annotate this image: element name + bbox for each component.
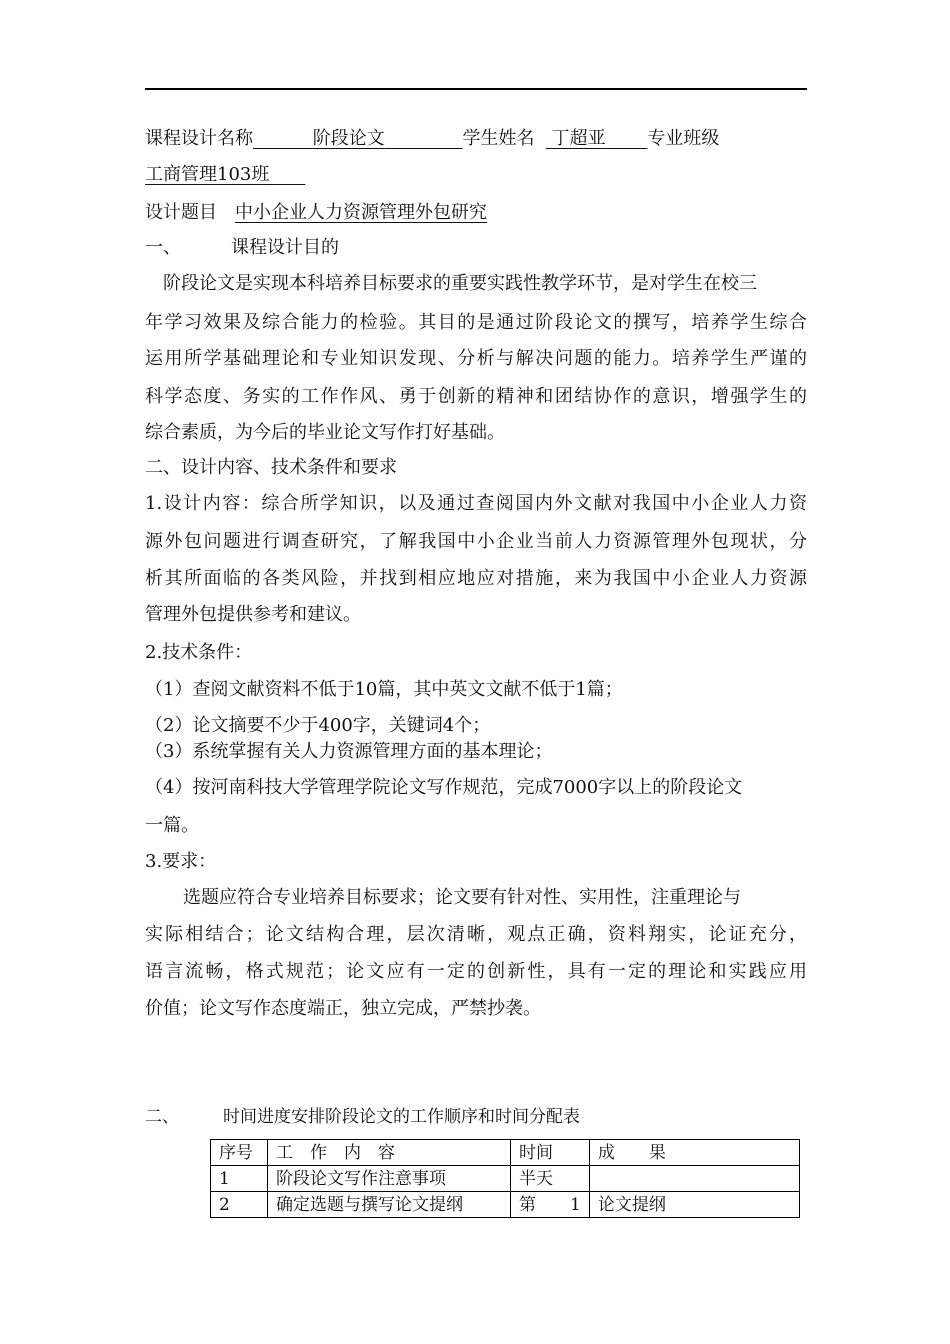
table-cell: 确定选题与撰写论文提纲 bbox=[268, 1192, 511, 1218]
section3-num: 二、 bbox=[145, 1107, 179, 1127]
req-line: 语言流畅，格式规范；论文应有一定的创新性，具有一定的理论和实践应用 bbox=[145, 961, 807, 982]
class-line bbox=[145, 163, 807, 187]
header-cell: 时间 bbox=[511, 1140, 590, 1166]
header-cell: 成 果 bbox=[589, 1140, 799, 1166]
table-cell: 第 1 bbox=[511, 1192, 590, 1218]
table-cell: 半天 bbox=[511, 1166, 590, 1192]
course-value: 阶段论文 bbox=[312, 128, 385, 149]
tech-item: 一篇。 bbox=[145, 815, 199, 836]
top-rule bbox=[145, 88, 807, 90]
section1-heading bbox=[145, 236, 807, 260]
section1-num: 一、 bbox=[145, 237, 181, 258]
req-line: 价值；论文写作态度端正，独立完成，严禁抄袭。 bbox=[145, 998, 541, 1019]
course-label: 课程设计名称 bbox=[145, 128, 253, 149]
table-cell: 1 bbox=[211, 1166, 268, 1192]
table-cell: 阶段论文写作注意事项 bbox=[268, 1166, 511, 1192]
tech-item: （2）论文摘要不少于400字，关键词4个； bbox=[145, 715, 491, 736]
table-header-row bbox=[211, 1140, 800, 1166]
topic-label: 设计题目 bbox=[145, 202, 217, 223]
class-value: 工商管理103班 bbox=[145, 164, 270, 185]
tech-item: （1）查阅文献资料不低于10篇，其中英文文献不低于1篇； bbox=[145, 679, 623, 700]
student-label: 学生姓名 bbox=[462, 128, 535, 149]
topic-line bbox=[145, 201, 807, 225]
table-cell: 2 bbox=[211, 1192, 268, 1218]
tech-item: （3）系统掌握有关人力资源管理方面的基本理论； bbox=[145, 741, 553, 762]
content-line: 1.设计内容：综合所学知识，以及通过查阅国内外文献对我国中小企业人力资 bbox=[145, 493, 807, 514]
student-value: 丁超亚 bbox=[551, 128, 606, 149]
section1-para-line: 年学习效果及综合能力的检验。其目的是通过阶段论文的撰写，培养学生综合 bbox=[145, 312, 807, 333]
table-cell bbox=[589, 1166, 799, 1192]
section2-heading: 二、设计内容、技术条件和要求 bbox=[145, 457, 397, 478]
table-row bbox=[211, 1192, 800, 1218]
content-line: 源外包问题进行调查研究，了解我国中小企业当前人力资源管理外包现状，分 bbox=[145, 531, 807, 552]
section3-heading bbox=[145, 1105, 807, 1129]
section1-para-line: 科学态度、务实的工作作风、勇于创新的精神和团结协作的意识，增强学生的 bbox=[145, 386, 807, 407]
tech-item: （4）按河南科技大学管理学院论文写作规范，完成7000字以上的阶段论文 bbox=[145, 777, 743, 798]
section1-para-line: 运用所学基础理论和专业知识发现、分析与解决问题的能力。培养学生严谨的 bbox=[145, 348, 807, 369]
tech-heading: 2.技术条件： bbox=[145, 642, 253, 663]
topic-value: 中小企业人力资源管理外包研究 bbox=[235, 202, 487, 223]
header-cell: 序号 bbox=[211, 1140, 268, 1166]
req-heading: 3.要求： bbox=[145, 851, 217, 872]
req-line: 实际相结合；论文结构合理，层次清晰，观点正确，资料翔实，论证充分， bbox=[145, 924, 807, 945]
section3-title: 时间进度安排阶段论文的工作顺序和时间分配表 bbox=[223, 1107, 580, 1127]
content-line: 管理外包提供参考和建议。 bbox=[145, 604, 361, 625]
section1-para-line: 阶段论文是实现本科培养目标要求的重要实践性教学环节，是对学生在校三 bbox=[163, 273, 757, 294]
req-line: 选题应符合专业培养目标要求；论文要有针对性、实用性，注重理论与 bbox=[183, 887, 741, 908]
schedule-table bbox=[210, 1139, 800, 1218]
table-cell: 论文提纲 bbox=[589, 1192, 799, 1218]
section1-para-line: 综合素质，为今后的毕业论文写作打好基础。 bbox=[145, 422, 505, 443]
class-label: 专业班级 bbox=[647, 128, 720, 149]
table-row bbox=[211, 1166, 800, 1192]
header-cell: 工 作 内 容 bbox=[268, 1140, 511, 1166]
content-line: 析其所面临的各类风险，并找到相应地应对措施，来为我国中小企业人力资源 bbox=[145, 568, 807, 589]
section1-title: 课程设计目的 bbox=[231, 237, 339, 258]
header-line bbox=[145, 127, 807, 151]
